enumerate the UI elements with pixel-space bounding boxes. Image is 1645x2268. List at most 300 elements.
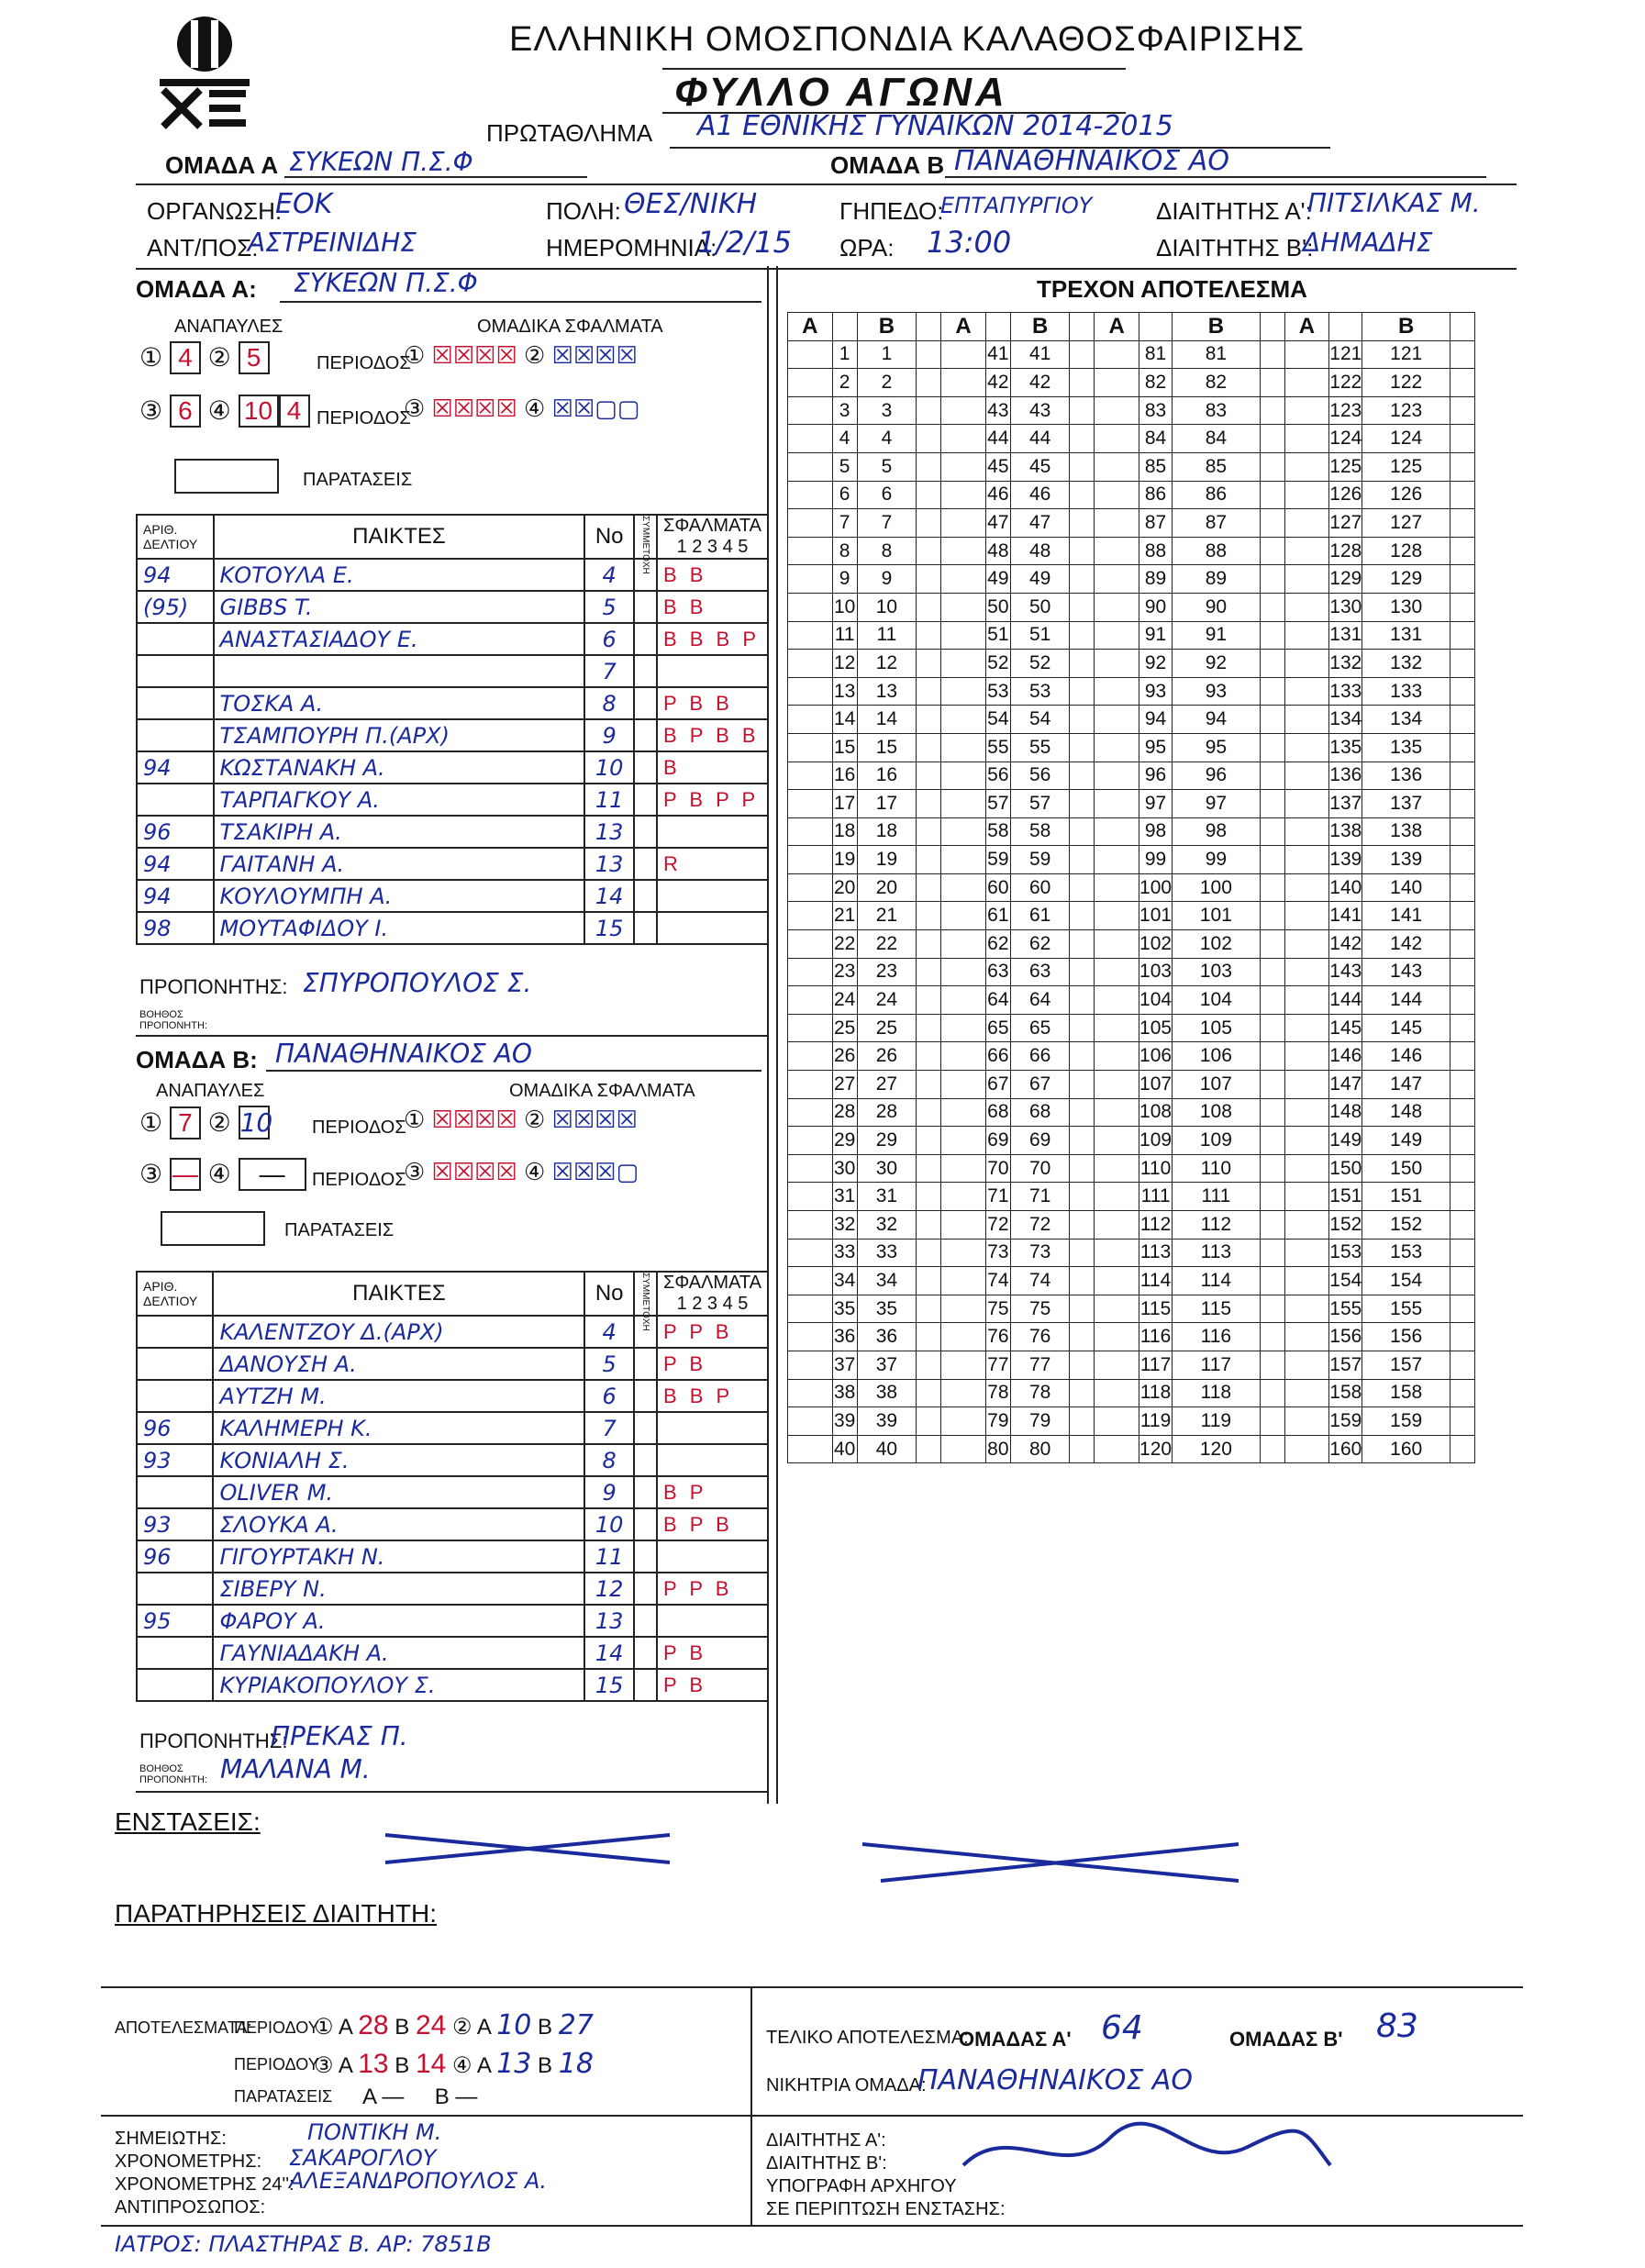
score-a-player bbox=[788, 790, 833, 818]
score-b-cell: 157 bbox=[1362, 1351, 1450, 1379]
score-a-cell: 158 bbox=[1329, 1379, 1362, 1407]
score-row bbox=[788, 1014, 1475, 1042]
scorer-value: ΠΟΝΤΙΚΗ Μ. bbox=[307, 2119, 442, 2145]
participation-mark bbox=[634, 1508, 657, 1540]
score-b-cell: 19 bbox=[857, 846, 917, 874]
score-a-player bbox=[788, 452, 833, 481]
score-b-cell: 88 bbox=[1173, 537, 1261, 565]
score-a-cell: 79 bbox=[985, 1407, 1010, 1436]
score-a-player bbox=[1095, 396, 1139, 425]
score-b-cell: 23 bbox=[857, 958, 917, 986]
col-fouls: ΣΦΑΛΜΑΤΑ 1 2 3 4 5 bbox=[657, 1272, 768, 1316]
score-a-player bbox=[1284, 706, 1329, 734]
score-a-player bbox=[941, 733, 986, 762]
score-b-cell: 35 bbox=[857, 1295, 917, 1323]
score-b-cell: 21 bbox=[857, 902, 917, 930]
score-b-player bbox=[1450, 706, 1475, 734]
score-b-player bbox=[1450, 873, 1475, 902]
results-period-label-3: ΠΕΡΙΟΔΟΥ bbox=[234, 2055, 319, 2073]
score-a-cell: 145 bbox=[1329, 1014, 1362, 1042]
score-b-player bbox=[1260, 1071, 1284, 1099]
score-b-cell: 1 bbox=[857, 340, 917, 369]
player-number: 9 bbox=[584, 719, 634, 751]
score-b-player bbox=[1450, 762, 1475, 790]
score-a-player bbox=[941, 817, 986, 846]
score-b-player bbox=[1070, 1098, 1095, 1127]
participation-mark bbox=[634, 1476, 657, 1508]
final-a-value: 64 bbox=[1101, 2009, 1143, 2047]
table-row bbox=[137, 1637, 768, 1669]
score-a-cell: 139 bbox=[1329, 846, 1362, 874]
score-a-cell: 9 bbox=[832, 565, 857, 594]
score-a-cell: 86 bbox=[1139, 481, 1173, 509]
score-row bbox=[788, 1351, 1475, 1379]
results-period-label-1: ΠΕΡΙΟΔΟΥ bbox=[234, 2018, 319, 2037]
score-b-player bbox=[1260, 1014, 1284, 1042]
player-number: 4 bbox=[584, 559, 634, 591]
score-a-player bbox=[1095, 425, 1139, 453]
participation-mark bbox=[634, 623, 657, 655]
ref-notes-label: ΠΑΡΑΤΗΡΗΣΕΙΣ ΔΙΑΙΤΗΤΗ: bbox=[115, 1899, 437, 1928]
score-a-player bbox=[941, 846, 986, 874]
score-b-player bbox=[1450, 1183, 1475, 1211]
score-a-player bbox=[941, 790, 986, 818]
score-a-player bbox=[1095, 986, 1139, 1015]
score-b-player bbox=[1070, 452, 1095, 481]
score-b-cell: 120 bbox=[1173, 1435, 1261, 1463]
player-number: 8 bbox=[584, 687, 634, 719]
player-license bbox=[137, 1316, 213, 1348]
score-b-player bbox=[1450, 1154, 1475, 1183]
player-fouls bbox=[657, 912, 768, 944]
score-row bbox=[788, 958, 1475, 986]
score-a-cell: 62 bbox=[985, 930, 1010, 959]
player-number: 15 bbox=[584, 1669, 634, 1701]
score-row bbox=[788, 396, 1475, 425]
player-fouls: B B P bbox=[657, 1380, 768, 1412]
score-a-cell: 50 bbox=[985, 593, 1010, 621]
score-a-cell: 13 bbox=[832, 677, 857, 706]
score-b-cell: 14 bbox=[857, 706, 917, 734]
captain-label: ΥΠΟΓΡΑΦΗ ΑΡΧΗΓΟΥ bbox=[766, 2176, 957, 2196]
score-a-cell: 89 bbox=[1139, 565, 1173, 594]
score-b-cell: 71 bbox=[1010, 1183, 1070, 1211]
table-row bbox=[137, 1605, 768, 1637]
team-a-timeouts-row1: ① 4 ② 5 bbox=[139, 341, 270, 374]
player-name bbox=[214, 655, 585, 687]
participation-mark bbox=[634, 848, 657, 880]
player-number: 8 bbox=[584, 1444, 634, 1476]
team-a-timeouts-row2: ③ 6 ④ 10 4 bbox=[139, 395, 310, 428]
score-a-cell: 28 bbox=[832, 1098, 857, 1127]
table-row bbox=[137, 1540, 768, 1573]
score-a-cell: 113 bbox=[1139, 1239, 1173, 1267]
score-a-cell: 54 bbox=[985, 706, 1010, 734]
player-fouls: P B bbox=[657, 1669, 768, 1701]
strike-through-lines bbox=[367, 1807, 1514, 1991]
score-b-player bbox=[917, 762, 941, 790]
score-a-player bbox=[1284, 1071, 1329, 1099]
score-a-player bbox=[1095, 790, 1139, 818]
score-a-player bbox=[941, 593, 986, 621]
score-b-cell: 32 bbox=[857, 1211, 917, 1240]
championship-value: Α1 ΕΘΝΙΚΗΣ ΓΥΝΑΙΚΩΝ 2014-2015 bbox=[697, 110, 1173, 142]
score-b-cell: 12 bbox=[857, 650, 917, 678]
score-b-cell: 143 bbox=[1362, 958, 1450, 986]
score-a-player bbox=[1284, 481, 1329, 509]
player-license: 93 bbox=[137, 1444, 213, 1476]
player-license: 93 bbox=[137, 1508, 213, 1540]
score-b-cell: 27 bbox=[857, 1071, 917, 1099]
score-a-player bbox=[1284, 621, 1329, 650]
score-b-player bbox=[1450, 958, 1475, 986]
score-b-cell: 100 bbox=[1173, 873, 1261, 902]
score-a-player bbox=[1284, 930, 1329, 959]
score-a-cell: 48 bbox=[985, 537, 1010, 565]
score-b-player bbox=[1070, 733, 1095, 762]
score-a-cell: 40 bbox=[832, 1435, 857, 1463]
score-a-player bbox=[788, 565, 833, 594]
score-a-player bbox=[788, 817, 833, 846]
score-a-cell: 151 bbox=[1329, 1183, 1362, 1211]
score-b-cell: 90 bbox=[1173, 593, 1261, 621]
team-b-header-label: ΟΜΑΔΑ Β bbox=[830, 151, 945, 179]
score-a-cell: 108 bbox=[1139, 1098, 1173, 1127]
score-a-player bbox=[1095, 1014, 1139, 1042]
score-col-header: A bbox=[1095, 313, 1139, 341]
score-b-cell: 66 bbox=[1010, 1042, 1070, 1071]
score-row bbox=[788, 1211, 1475, 1240]
score-a-cell: 36 bbox=[832, 1323, 857, 1351]
col-license: ΑΡΙΘ. ΔΕΛΤΙΟΥ bbox=[137, 1272, 213, 1316]
score-b-cell: 70 bbox=[1010, 1154, 1070, 1183]
player-name: ΤΟΣΚΑ Α. bbox=[214, 687, 585, 719]
score-b-player bbox=[917, 1295, 941, 1323]
score-a-player bbox=[788, 762, 833, 790]
score-col-header: A bbox=[941, 313, 986, 341]
score-b-cell: 52 bbox=[1010, 650, 1070, 678]
score-b-player bbox=[1260, 1042, 1284, 1071]
score-row bbox=[788, 873, 1475, 902]
player-license: (95) bbox=[137, 591, 214, 623]
score-a-player bbox=[1095, 1098, 1139, 1127]
col-participation: ΣΥΜΜΕΤΟΧΗ bbox=[634, 1272, 657, 1316]
team-b-assistant-value: ΜΑΛΑΝΑ Μ. bbox=[220, 1754, 371, 1784]
score-a-cell: 152 bbox=[1329, 1211, 1362, 1240]
player-license bbox=[137, 623, 214, 655]
score-a-cell: 121 bbox=[1329, 340, 1362, 369]
score-a-player bbox=[1284, 902, 1329, 930]
score-b-player bbox=[1070, 706, 1095, 734]
team-b-period-label-3: ΠΕΡΙΟΔΟΣ bbox=[312, 1170, 406, 1190]
score-b-cell: 44 bbox=[1010, 425, 1070, 453]
score-a-cell: 16 bbox=[832, 762, 857, 790]
score-a-player bbox=[1095, 958, 1139, 986]
score-b-cell: 76 bbox=[1010, 1323, 1070, 1351]
ot-row: Α — Β — bbox=[362, 2085, 478, 2109]
score-a-cell: 39 bbox=[832, 1407, 857, 1436]
score-a-cell: 125 bbox=[1329, 452, 1362, 481]
score-a-cell: 97 bbox=[1139, 790, 1173, 818]
player-name: ΔΑΝΟΥΣΗ Α. bbox=[213, 1348, 584, 1380]
score-a-cell: 156 bbox=[1329, 1323, 1362, 1351]
score-a-cell: 107 bbox=[1139, 1071, 1173, 1099]
score-b-player bbox=[1070, 930, 1095, 959]
score-a-cell: 106 bbox=[1139, 1042, 1173, 1071]
team-b-teamfouls-boxes-3: ③ ☒☒☒☒ ④ ☒☒☒▢ bbox=[404, 1158, 639, 1186]
score-a-cell: 110 bbox=[1139, 1154, 1173, 1183]
player-name: ΚΩΣΤΑΝΑΚΗ Α. bbox=[214, 751, 585, 784]
organizer-value: ΕΟΚ bbox=[275, 188, 333, 220]
player-name: ΚΥΡΙΑΚΟΠΟΥΛΟΥ Σ. bbox=[213, 1669, 584, 1701]
score-a-cell: 5 bbox=[832, 452, 857, 481]
score-b-cell: 75 bbox=[1010, 1295, 1070, 1323]
score-b-player bbox=[1260, 1351, 1284, 1379]
score-a-player bbox=[788, 1267, 833, 1295]
player-number: 4 bbox=[584, 1316, 634, 1348]
score-b-player bbox=[1070, 621, 1095, 650]
score-b-cell: 133 bbox=[1362, 677, 1450, 706]
score-spacer bbox=[985, 313, 1010, 341]
score-a-player bbox=[788, 677, 833, 706]
score-b-player bbox=[1450, 565, 1475, 594]
participation-mark bbox=[634, 912, 657, 944]
score-a-player bbox=[941, 425, 986, 453]
score-a-cell: 137 bbox=[1329, 790, 1362, 818]
score-a-player bbox=[788, 930, 833, 959]
score-a-cell: 68 bbox=[985, 1098, 1010, 1127]
score-a-player bbox=[788, 986, 833, 1015]
score-b-cell: 155 bbox=[1362, 1295, 1450, 1323]
score-a-cell: 1 bbox=[832, 340, 857, 369]
team-b-overtime-label: ΠΑΡΑΤΑΣΕΙΣ bbox=[284, 1220, 395, 1240]
score-a-player bbox=[941, 1014, 986, 1042]
score-b-cell: 116 bbox=[1173, 1323, 1261, 1351]
score-b-cell: 96 bbox=[1173, 762, 1261, 790]
score-a-player bbox=[1095, 733, 1139, 762]
score-b-cell: 105 bbox=[1173, 1014, 1261, 1042]
player-license: 94 bbox=[137, 880, 214, 912]
score-b-player bbox=[917, 369, 941, 397]
score-a-cell: 24 bbox=[832, 986, 857, 1015]
score-b-player bbox=[917, 733, 941, 762]
score-b-cell: 108 bbox=[1173, 1098, 1261, 1127]
score-b-player bbox=[1070, 1267, 1095, 1295]
score-b-cell: 99 bbox=[1173, 846, 1261, 874]
score-a-player bbox=[1284, 425, 1329, 453]
score-b-cell: 102 bbox=[1173, 930, 1261, 959]
score-b-cell: 121 bbox=[1362, 340, 1450, 369]
score-b-player bbox=[917, 817, 941, 846]
player-name: ΣΛΟΥΚΑ Α. bbox=[213, 1508, 584, 1540]
team-a-teamfouls-boxes-1: ① ☒☒☒☒ ② ☒☒☒☒ bbox=[404, 341, 638, 370]
score-a-cell: 19 bbox=[832, 846, 857, 874]
player-fouls bbox=[657, 816, 768, 848]
score-b-player bbox=[1260, 1267, 1284, 1295]
score-b-cell: 113 bbox=[1173, 1239, 1261, 1267]
player-name: ΤΣΑΜΠΟΥΡΗ Π.(ΑΡΧ) bbox=[214, 719, 585, 751]
score-b-cell: 111 bbox=[1173, 1183, 1261, 1211]
score-b-player bbox=[1450, 1379, 1475, 1407]
score-a-cell: 104 bbox=[1139, 986, 1173, 1015]
score-a-player bbox=[941, 1127, 986, 1155]
score-b-cell: 20 bbox=[857, 873, 917, 902]
player-license bbox=[137, 1573, 213, 1605]
score-a-cell: 46 bbox=[985, 481, 1010, 509]
score-b-player bbox=[1260, 452, 1284, 481]
team-b-timeouts-label: ΑΝΑΠΑΥΛΕΣ bbox=[156, 1081, 265, 1101]
player-name: ΚΟΤΟΥΛΑ Ε. bbox=[214, 559, 585, 591]
table-row bbox=[137, 687, 768, 719]
score-b-cell: 47 bbox=[1010, 509, 1070, 538]
player-name: ΜΟΥΤΑΦΙΔΟΥ Ι. bbox=[214, 912, 585, 944]
score-b-player bbox=[1260, 1295, 1284, 1323]
team-a-assistant-label: ΒΟΗΘΟΣ ΠΡΟΠΟΝΗΤΗ: bbox=[139, 1009, 207, 1031]
score-a-cell: 136 bbox=[1329, 762, 1362, 790]
score-b-cell: 150 bbox=[1362, 1154, 1450, 1183]
score-a-player bbox=[1284, 565, 1329, 594]
score-b-player bbox=[1450, 1014, 1475, 1042]
score-b-cell: 89 bbox=[1173, 565, 1261, 594]
score-b-cell: 132 bbox=[1362, 650, 1450, 678]
score-b-player bbox=[1070, 1407, 1095, 1436]
score-a-cell: 72 bbox=[985, 1211, 1010, 1240]
score-b-player bbox=[917, 1071, 941, 1099]
score-row bbox=[788, 1154, 1475, 1183]
score-b-player bbox=[1260, 1407, 1284, 1436]
score-b-player bbox=[1260, 650, 1284, 678]
team-a-period-label-1: ΠΕΡΙΟΔΟΣ bbox=[317, 353, 411, 373]
player-number: 15 bbox=[584, 912, 634, 944]
score-a-cell: 32 bbox=[832, 1211, 857, 1240]
table-row bbox=[137, 1476, 768, 1508]
score-b-player bbox=[1450, 817, 1475, 846]
score-a-player bbox=[1284, 1351, 1329, 1379]
score-a-player bbox=[1284, 1014, 1329, 1042]
score-b-player bbox=[917, 537, 941, 565]
score-b-player bbox=[917, 1379, 941, 1407]
score-a-cell: 126 bbox=[1329, 481, 1362, 509]
team-b-name: ΠΑΝΑΘΗΝΑΙΚΟΣ ΑΟ bbox=[275, 1039, 532, 1069]
score-a-player bbox=[1095, 1295, 1139, 1323]
score-b-cell: 38 bbox=[857, 1379, 917, 1407]
player-name: ΑΝΑΣΤΑΣΙΑΔΟΥ Ε. bbox=[214, 623, 585, 655]
score-a-player bbox=[788, 1042, 833, 1071]
participation-mark bbox=[634, 1412, 657, 1444]
score-b-cell: 98 bbox=[1173, 817, 1261, 846]
score-b-player bbox=[917, 706, 941, 734]
score-spacer bbox=[917, 313, 941, 341]
score-a-player bbox=[1095, 873, 1139, 902]
score-a-player bbox=[788, 1435, 833, 1463]
score-a-cell: 153 bbox=[1329, 1239, 1362, 1267]
score-b-cell: 151 bbox=[1362, 1183, 1450, 1211]
team-a-name: ΣΥΚΕΩΝ Π.Σ.Φ bbox=[294, 268, 478, 298]
score-b-player bbox=[917, 1267, 941, 1295]
score-b-cell: 73 bbox=[1010, 1239, 1070, 1267]
score-b-cell: 114 bbox=[1173, 1267, 1261, 1295]
score-a-player bbox=[1284, 733, 1329, 762]
score-b-player bbox=[1260, 706, 1284, 734]
score-b-cell: 54 bbox=[1010, 706, 1070, 734]
score-b-cell: 137 bbox=[1362, 790, 1450, 818]
score-a-player bbox=[788, 1071, 833, 1099]
table-row bbox=[137, 623, 768, 655]
score-b-cell: 129 bbox=[1362, 565, 1450, 594]
team-b-teamfouls-boxes-1: ① ☒☒☒☒ ② ☒☒☒☒ bbox=[404, 1106, 638, 1134]
score-a-player bbox=[1284, 762, 1329, 790]
score-a-cell: 67 bbox=[985, 1071, 1010, 1099]
score-a-cell: 91 bbox=[1139, 621, 1173, 650]
score-row bbox=[788, 481, 1475, 509]
score-a-player bbox=[1284, 986, 1329, 1015]
score-a-player bbox=[941, 340, 986, 369]
score-a-player bbox=[788, 1127, 833, 1155]
score-b-cell: 80 bbox=[1010, 1435, 1070, 1463]
running-score-table bbox=[787, 312, 1475, 1463]
score-a-player bbox=[788, 873, 833, 902]
score-b-cell: 154 bbox=[1362, 1267, 1450, 1295]
player-number: 13 bbox=[584, 816, 634, 848]
team-a-label: ΟΜΑΔΑ Α: bbox=[136, 275, 257, 303]
player-fouls: P P B bbox=[657, 1316, 768, 1348]
player-license: 94 bbox=[137, 751, 214, 784]
score-a-cell: 77 bbox=[985, 1351, 1010, 1379]
date-label: ΗΜΕΡΟΜΗΝΙΑ: bbox=[546, 234, 717, 261]
team-b-timeouts-row1: ① 7 ② 10 bbox=[139, 1107, 273, 1138]
score-a-cell: 41 bbox=[985, 340, 1010, 369]
score-a-player bbox=[1095, 1042, 1139, 1071]
score-b-cell: 77 bbox=[1010, 1351, 1070, 1379]
score-a-player bbox=[788, 958, 833, 986]
score-a-player bbox=[788, 340, 833, 369]
running-score-title: ΤΡΕΧΟΝ ΑΠΟΤΕΛΕΣΜΑ bbox=[1037, 275, 1307, 303]
score-a-player bbox=[788, 1295, 833, 1323]
player-number: 11 bbox=[584, 1540, 634, 1573]
table-row bbox=[137, 848, 768, 880]
player-license: 94 bbox=[137, 848, 214, 880]
score-col-header: A bbox=[1284, 313, 1329, 341]
score-row bbox=[788, 902, 1475, 930]
table-row bbox=[137, 1508, 768, 1540]
score-a-cell: 44 bbox=[985, 425, 1010, 453]
participation-mark bbox=[634, 655, 657, 687]
score-b-player bbox=[1260, 762, 1284, 790]
score-a-cell: 140 bbox=[1329, 873, 1362, 902]
team-a-period-label-3: ΠΕΡΙΟΔΟΣ bbox=[317, 408, 411, 428]
team-b-teamfouls-label: ΟΜΑΔΙΚΑ ΣΦΑΛΜΑΤΑ bbox=[509, 1081, 695, 1101]
score-a-player bbox=[788, 481, 833, 509]
player-license bbox=[137, 1476, 213, 1508]
score-b-cell: 26 bbox=[857, 1042, 917, 1071]
score-b-cell: 147 bbox=[1362, 1071, 1450, 1099]
score-b-player bbox=[1260, 817, 1284, 846]
score-b-player bbox=[1070, 1351, 1095, 1379]
score-a-cell: 47 bbox=[985, 509, 1010, 538]
score-row bbox=[788, 790, 1475, 818]
player-number: 5 bbox=[584, 591, 634, 623]
winner-label: ΝΙΚΗΤΡΙΑ ΟΜΑΔΑ: bbox=[766, 2075, 927, 2096]
commissioner-value: ΑΣΤΡΕΙΝΙΔΗΣ bbox=[248, 228, 417, 258]
score-b-player bbox=[1260, 340, 1284, 369]
score-a-player bbox=[1095, 537, 1139, 565]
score-b-cell: 103 bbox=[1173, 958, 1261, 986]
score-a-player bbox=[1284, 677, 1329, 706]
rep-label: ΑΝΤΙΠΡΟΣΩΠΟΣ: bbox=[115, 2197, 266, 2218]
player-fouls bbox=[657, 1444, 768, 1476]
score-a-cell: 132 bbox=[1329, 650, 1362, 678]
participation-mark bbox=[634, 784, 657, 816]
